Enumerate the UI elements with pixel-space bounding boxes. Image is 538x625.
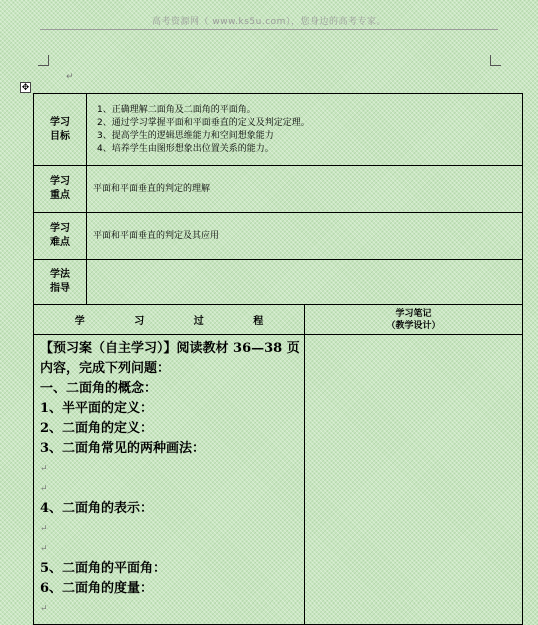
list-item: 4、培养学生由图形想象出位置关系的能力。 (97, 143, 274, 154)
row-label: 学习 难点 (34, 213, 87, 260)
notes-cell[interactable] (305, 335, 523, 625)
list-item: 3、二面角常见的两种画法： (40, 441, 206, 456)
margin-corner-top-left (38, 55, 49, 66)
row-label: 学习 目标 (34, 94, 87, 166)
process-header: 学 习 过 程 (34, 305, 305, 335)
table-row (34, 166, 523, 213)
margin-corner-top-right (490, 55, 501, 66)
paragraph-mark: ↵ (40, 464, 48, 474)
study-plan-table (33, 93, 523, 625)
header-rule (40, 29, 498, 30)
table-row (34, 213, 523, 260)
preview-content-cell[interactable] (34, 335, 305, 625)
list-item: 2、通过学习掌握平面和平面垂直的定义及判定定理。 (97, 117, 310, 128)
preview-title: 【预习案（自主学习）】阅读教材 36—38 页内容，完成下列问题： (40, 341, 300, 376)
paragraph-mark: ↵ (40, 544, 48, 554)
list-item: 1、正确理解二面角及二面角的平面角。 (97, 104, 256, 115)
list-item: 4、二面角的表示： (40, 501, 154, 516)
difficult-points-cell[interactable]: 平面和平面垂直的判定及其应用 (87, 213, 523, 260)
table-row (34, 335, 523, 625)
table-row (34, 305, 523, 335)
row-label: 学习 重点 (34, 166, 87, 213)
row-label: 学法 指导 (34, 260, 87, 305)
list-item: 6、二面角的度量： (40, 581, 154, 596)
table-row (34, 94, 523, 166)
paragraph-mark: ↵ (40, 604, 48, 614)
table-move-handle-icon[interactable]: ✥ (21, 83, 30, 93)
paragraph-mark: ↵ (40, 484, 48, 494)
notes-header: 学习笔记 （教学设计） (305, 305, 523, 335)
page-header: 高考资源网（ www.ks5u.com），您身边的高考专家。 (152, 17, 386, 27)
method-guide-cell[interactable] (87, 260, 523, 305)
list-item: 2、二面角的定义： (40, 421, 154, 436)
paragraph-mark: ↵ (40, 524, 48, 534)
list-item: 5、二面角的平面角： (40, 561, 167, 576)
list-item: 3、提高学生的逻辑思维能力和空间想象能力 (97, 130, 274, 141)
objectives-cell[interactable] (87, 94, 523, 166)
key-points-cell[interactable]: 平面和平面垂直的判定的理解 (87, 166, 523, 213)
table-row (34, 260, 523, 305)
objectives-list (93, 104, 522, 156)
paragraph-mark: ↵ (66, 72, 74, 82)
list-item: 1、半平面的定义： (40, 401, 154, 416)
list-item: 一、二面角的概念： (40, 381, 158, 396)
